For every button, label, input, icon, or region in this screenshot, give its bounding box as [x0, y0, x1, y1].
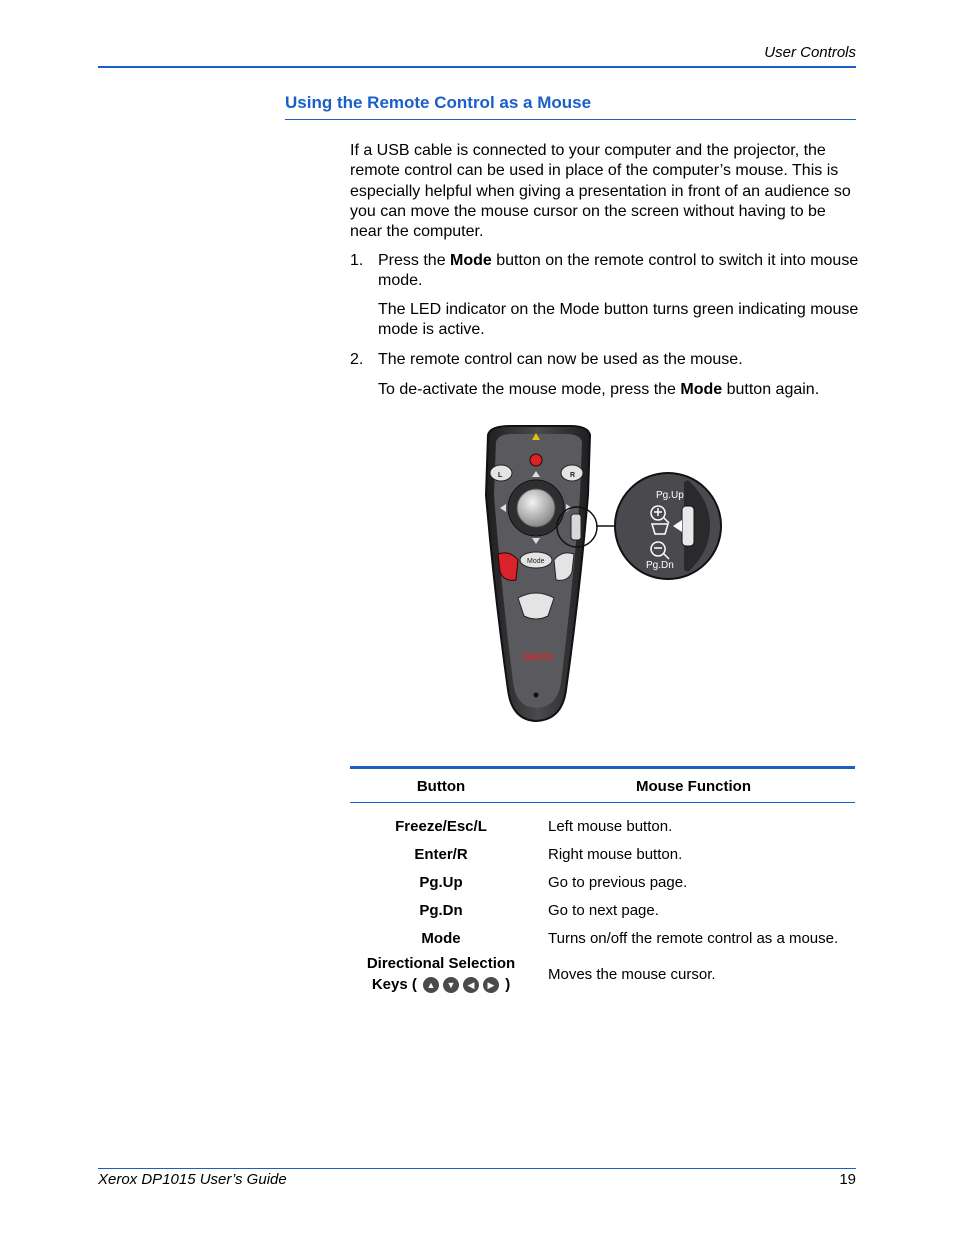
table-cell-function: Moves the mouse cursor. [548, 965, 716, 983]
column-header-function: Mouse Function [532, 768, 855, 803]
table-row [350, 952, 855, 996]
table-row [350, 896, 855, 924]
header-rule [98, 66, 856, 68]
table-cell-function: Go to next page. [548, 901, 659, 919]
table-cell-function: Left mouse button. [548, 817, 673, 835]
table-cell-function: Turns on/off the remote control as a mouse. [548, 929, 839, 947]
left-arrow-icon: ◀ [463, 977, 479, 993]
step-1 [350, 251, 860, 292]
table-cell-function: Right mouse button. [548, 845, 683, 863]
zoom-buttons [571, 514, 581, 540]
intro-paragraph: If a USB cable is connected to your computer and the projector, the remote control can be used in place of the computer’s mouse. This is especially helpful when giving a presentation in front of an audience so you can move the mouse cursor on the screen without having to be near the computer. [350, 142, 851, 241]
step-2-note [378, 380, 860, 400]
up-arrow-icon: ▲ [423, 977, 439, 993]
pgup-label: Pg.Up [656, 490, 684, 501]
red-power-button [530, 454, 542, 466]
table-cell-button [350, 952, 532, 996]
brand-logo: XEROX [522, 652, 554, 662]
keys-prefix: Keys ( [371, 976, 417, 993]
step-text-bold: Mode [450, 252, 492, 269]
right-arrow-icon: ▶ [483, 977, 499, 993]
zoom-buttons-magnified [682, 506, 694, 546]
r-button-label: R [570, 472, 576, 479]
remote-control-figure [470, 420, 730, 730]
table-row [350, 803, 855, 841]
button-name-line-1: Directional Selection [366, 955, 516, 972]
l-button-label: L [498, 472, 503, 479]
keys-suffix: ) [505, 976, 511, 993]
heading-rule [285, 119, 856, 120]
table-cell-button: Freeze/Esc/L [395, 817, 487, 835]
enter-button [518, 593, 554, 619]
step-text: The remote control can now be used as the mouse. [378, 351, 743, 368]
footer-rule [98, 1168, 856, 1169]
step-2 [350, 350, 860, 370]
table-cell-button: Enter/R [414, 845, 468, 863]
remote-control-illustration [470, 420, 730, 730]
table-header-row [350, 768, 855, 803]
down-arrow-icon: ▼ [443, 977, 459, 993]
step-text-post: button on the remote control to switch it into mouse mode. [378, 252, 859, 290]
table-row [350, 924, 855, 952]
table-cell-function: Go to previous page. [548, 873, 688, 891]
table-cell-button: Pg.Up [419, 873, 463, 891]
table-cell-button: Pg.Dn [419, 901, 463, 919]
footer-title: Xerox DP1015 User’s Guide [98, 1171, 287, 1188]
note-bold: Mode [680, 381, 723, 398]
note-post: button again. [722, 381, 820, 398]
step-1-note: The LED indicator on the Mode button turns green indicating mouse mode is active. [378, 301, 859, 339]
step-text-pre: Press the [378, 252, 451, 269]
mouse-ball [517, 489, 555, 527]
running-header: User Controls [764, 44, 856, 61]
ir-window [534, 693, 539, 698]
table-row [350, 840, 855, 868]
mode-button-label: Mode [527, 558, 545, 565]
button-name-line-2 [356, 976, 526, 993]
step-number: 2. [350, 351, 364, 368]
table-cell-button: Mode [421, 929, 461, 947]
page-number: 19 [839, 1171, 856, 1188]
step-number: 1. [350, 252, 364, 269]
section-heading: Using the Remote Control as a Mouse [285, 93, 592, 112]
step-text [378, 251, 860, 292]
table-row [350, 868, 855, 896]
note-pre: To de-activate the mouse mode, press the [378, 381, 681, 398]
column-header-button: Button [350, 768, 532, 803]
mouse-function-table [350, 766, 855, 996]
pgdn-label: Pg.Dn [646, 560, 674, 571]
